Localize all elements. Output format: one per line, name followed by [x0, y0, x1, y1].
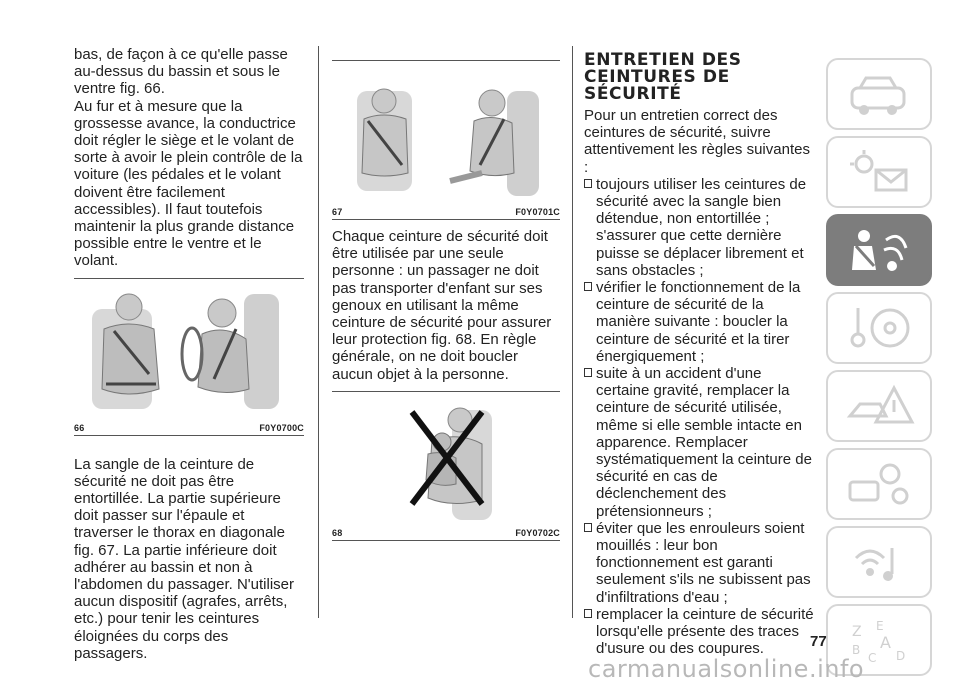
col1-paragraph-1: bas, de façon à ce qu'elle passe au-dessus du bassin et sous le ventre fig. 66.: [74, 46, 288, 98]
figure-66-bottom-rule: [74, 435, 304, 436]
bullet-text: vérifier le fonctionnement de la ceinture de sécurité de la manière suivante : boucler la ceinture de sécurité et la tirer énergiquement ;: [596, 279, 801, 365]
figure-67-bottom-rule: [332, 219, 560, 220]
bullet-text: toujours utiliser les ceintures de sécurité avec la sangle bien détendue, non entortillée ; s'assurer que cette dernière puisse se déplacer librement et sans obstacles ;: [596, 175, 807, 279]
chapter-tabs: [826, 58, 932, 682]
bullet-square-icon: [584, 282, 592, 291]
multimedia-icon: [846, 538, 916, 588]
bullet-text: éviter que les enrouleurs soient mouillés : leur bon fonctionnement est garanti seulement s'ils ne subissent pas d'infiltrations d'eau ;: [596, 519, 811, 606]
bullet-item: [584, 279, 816, 365]
figure-68: [332, 392, 560, 524]
column-3: [584, 40, 816, 658]
tab-emergency[interactable]: [826, 370, 932, 442]
figure-67: [332, 61, 560, 203]
page-number: 77: [810, 633, 827, 650]
svg-text:E: E: [876, 619, 884, 633]
figure-66-code: F0Y0700C: [259, 422, 304, 433]
tab-maintenance[interactable]: [826, 448, 932, 520]
column-1: [74, 46, 304, 662]
figure-67-number: 67: [332, 207, 343, 217]
bullet-item: [584, 176, 816, 279]
accident-warning-icon: [846, 382, 916, 432]
col2-paragraph-1: Chaque ceinture de sécurité doit être utilisée par une seule personne : un passager ne doit pas transporter d'enfant sur ses genoux en utilisant la même ceinture de sécurité pour assurer leur protection fig. 68. En règle générale, on ne doit boucler aucun objet à la personne.: [332, 228, 552, 383]
tab-multimedia[interactable]: [826, 526, 932, 598]
seated-passengers-illustration: [332, 61, 560, 203]
tab-starting-driving[interactable]: [826, 292, 932, 364]
key-steering-icon: [846, 304, 916, 354]
watermark[interactable]: carmanualsonline.info: [588, 655, 865, 683]
svg-text:Z: Z: [852, 624, 862, 640]
bullet-item: [584, 365, 816, 520]
figure-67-code: F0Y0701C: [515, 207, 560, 217]
bullet-item: [584, 606, 816, 658]
tab-warning-lights[interactable]: [826, 136, 932, 208]
figure-68-number: 68: [332, 527, 343, 538]
bullet-item: [584, 520, 816, 606]
figure-68-caption: [332, 524, 560, 538]
section-heading-line-2: CEINTURES DE: [584, 67, 730, 87]
bullet-square-icon: [584, 179, 592, 188]
col1-paragraph-3: La sangle de la ceinture de sécurité ne doit pas être entortillée. La partie supérieure doit passer sur l'épaule et traverser le thorax en diagonale fig. 67. La partie inférieure doit adhérer au bassin et non à l'abdomen du passager. N'utiliser aucun dispositif (agrafes, arrêts, etc.) pour tenir les ceintures éloignées du corps des passagers.: [74, 455, 295, 662]
svg-text:A: A: [880, 633, 891, 652]
figure-66-caption: [74, 419, 304, 433]
service-tools-icon: [846, 460, 916, 510]
figure-66-number: 66: [74, 422, 85, 433]
bullet-square-icon: [584, 523, 592, 532]
pregnant-driver-illustration: [74, 279, 304, 419]
col1-paragraph-2: Au fur et à mesure que la grossesse avance, la conductrice doit régler le siège et le volant de sorte à avoir le plein contrôle de la voiture (les pédales et le volant doivent être facilement accessibles). Il faut toutefois maintenir la plus grande distance possible entre le ventre et le volant.: [74, 97, 303, 270]
warning-lights-icon: [846, 148, 916, 198]
svg-text:C: C: [868, 651, 877, 665]
bullet-square-icon: [584, 368, 592, 377]
child-on-lap-prohibited-illustration: [332, 392, 560, 524]
bullet-text: remplacer la ceinture de sécurité lorsqu'elle présente des traces d'usure ou des coupures.: [596, 605, 814, 658]
figure-68-bottom-rule: [332, 540, 560, 541]
car-dashboard-icon: [846, 70, 916, 120]
bullet-text: suite à un accident d'une certaine gravité, remplacer la ceinture de sécurité utilisée, même si elle semble intacte en apparence. Remplacer systématiquement la ceinture de sécurité en cas de déclenchement des prétensionneurs ;: [596, 365, 812, 520]
svg-text:D: D: [896, 649, 906, 663]
section-heading-line-3: SÉCURITÉ: [584, 84, 682, 104]
tab-safety[interactable]: [826, 214, 932, 286]
column-separator-2: [572, 46, 573, 618]
column-separator-1: [318, 46, 319, 618]
figure-68-code: F0Y0702C: [515, 527, 560, 538]
tab-dashboard[interactable]: [826, 58, 932, 130]
seatbelt-airbag-icon: [846, 226, 916, 276]
bullet-square-icon: [584, 609, 592, 618]
figure-67-caption: [332, 203, 560, 217]
section-intro: Pour un entretien correct des ceintures de sécurité, suivre attentivement les règles suivantes :: [584, 107, 810, 176]
section-heading: [584, 52, 816, 103]
column-2: [332, 46, 560, 541]
section-heading-line-1: ENTRETIEN DES: [584, 50, 742, 70]
svg-text:B: B: [852, 643, 861, 657]
figure-66: [74, 279, 304, 419]
